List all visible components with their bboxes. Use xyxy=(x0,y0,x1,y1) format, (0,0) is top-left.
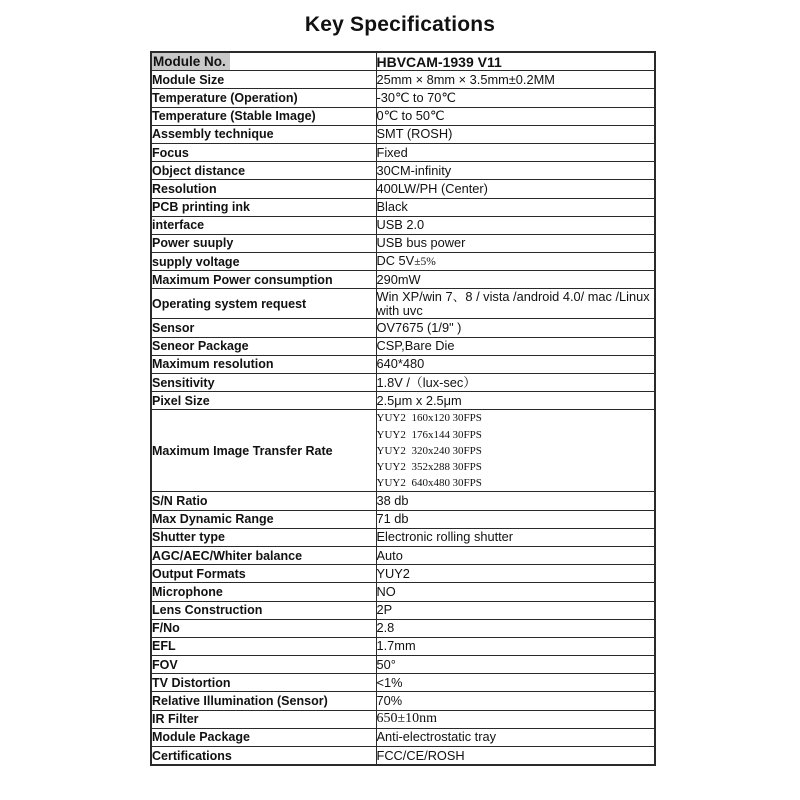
spec-value: 2P xyxy=(376,601,655,619)
table-row xyxy=(151,656,655,674)
value-tolerance: ±5% xyxy=(414,256,436,269)
spec-value: FCC/CE/ROSH xyxy=(376,747,655,766)
spec-label: EFL xyxy=(151,637,376,655)
spec-value: Anti-electrostatic tray xyxy=(376,728,655,746)
spec-label: interface xyxy=(151,216,376,234)
table-row xyxy=(151,355,655,373)
table-row xyxy=(151,125,655,143)
spec-label: PCB printing ink xyxy=(151,198,376,216)
table-row-transfer-rate xyxy=(151,410,655,492)
spec-label: Lens Construction xyxy=(151,601,376,619)
spec-value: 70% xyxy=(376,692,655,710)
spec-value: 30CM-infinity xyxy=(376,162,655,180)
spec-label: IR Filter xyxy=(151,710,376,728)
table-row xyxy=(151,601,655,619)
table-row xyxy=(151,674,655,692)
spec-value: Electronic rolling shutter xyxy=(376,528,655,546)
spec-value: -30℃ to 70℃ xyxy=(376,89,655,107)
table-row xyxy=(151,510,655,528)
table-row xyxy=(151,162,655,180)
spec-label: Certifications xyxy=(151,747,376,766)
spec-label: S/N Ratio xyxy=(151,492,376,510)
spec-label: TV Distortion xyxy=(151,674,376,692)
spec-value: OV7675 (1/9" ) xyxy=(376,319,655,337)
spec-value: 2.5μm x 2.5μm xyxy=(376,392,655,410)
table-row-operating-system xyxy=(151,289,655,319)
spec-value: 1.8V /（lux-sec） xyxy=(376,374,655,392)
spec-value: Win XP/win 7、8 / vista /android 4.0/ mac /Linux with uvc xyxy=(376,289,655,319)
table-row xyxy=(151,89,655,107)
specifications-table xyxy=(150,51,656,766)
table-row xyxy=(151,637,655,655)
spec-value: YUY2 xyxy=(376,565,655,583)
transfer-rate-line: YUY2 160x120 30FPS xyxy=(376,412,482,425)
spec-label: Operating system request xyxy=(151,289,376,319)
spec-value-module-no: HBVCAM-1939 V11 xyxy=(376,52,655,71)
spec-label: Pixel Size xyxy=(151,392,376,410)
table-row-module-no xyxy=(151,52,655,71)
spec-label: Maximum resolution xyxy=(151,355,376,373)
spec-label: Shutter type xyxy=(151,528,376,546)
spec-label: Max Dynamic Range xyxy=(151,510,376,528)
spec-label: Sensor xyxy=(151,319,376,337)
table-row xyxy=(151,747,655,766)
table-row xyxy=(151,234,655,252)
spec-value: SMT (ROSH) xyxy=(376,125,655,143)
spec-label: Maximum Power consumption xyxy=(151,271,376,289)
spec-value: 650±10nm xyxy=(376,710,655,728)
spec-label: FOV xyxy=(151,656,376,674)
table-row xyxy=(151,728,655,746)
table-row-supply-voltage xyxy=(151,253,655,271)
table-row xyxy=(151,337,655,355)
spec-label: Object distance xyxy=(151,162,376,180)
spec-value: 38 db xyxy=(376,492,655,510)
spec-label: Output Formats xyxy=(151,565,376,583)
spec-label: AGC/AEC/Whiter balance xyxy=(151,546,376,564)
table-row xyxy=(151,583,655,601)
table-row xyxy=(151,319,655,337)
spec-label: Power suuply xyxy=(151,234,376,252)
table-row xyxy=(151,619,655,637)
spec-value: Fixed xyxy=(376,143,655,161)
spec-label: Focus xyxy=(151,143,376,161)
table-row xyxy=(151,492,655,510)
spec-label: Module Size xyxy=(151,71,376,89)
transfer-rate-line: YUY2 640x480 30FPS xyxy=(376,477,482,490)
spec-label: Module Package xyxy=(151,728,376,746)
table-row xyxy=(151,198,655,216)
spec-value: 640*480 xyxy=(376,355,655,373)
spec-value: 290mW xyxy=(376,271,655,289)
highlighted-label-text: Module No. xyxy=(152,53,230,70)
spec-value-transfer-rate xyxy=(376,410,655,492)
spec-label: supply voltage xyxy=(151,253,376,271)
spec-value: 0℃ to 50℃ xyxy=(376,107,655,125)
table-row xyxy=(151,71,655,89)
spec-value: CSP,Bare Die xyxy=(376,337,655,355)
spec-value xyxy=(376,253,655,271)
spec-value: 400LW/PH (Center) xyxy=(376,180,655,198)
table-row xyxy=(151,180,655,198)
table-row xyxy=(151,216,655,234)
spec-label: Temperature (Operation) xyxy=(151,89,376,107)
spec-label: Microphone xyxy=(151,583,376,601)
table-row xyxy=(151,392,655,410)
spec-value: NO xyxy=(376,583,655,601)
spec-value: 1.7mm xyxy=(376,637,655,655)
spec-value: 25mm × 8mm × 3.5mm±0.2MM xyxy=(376,71,655,89)
page-title: Key Specifications xyxy=(304,13,496,36)
spec-value: Auto xyxy=(376,546,655,564)
spec-label-module-no xyxy=(151,52,376,71)
transfer-rate-line: YUY2 352x288 30FPS xyxy=(376,460,482,473)
spec-label: Seneor Package xyxy=(151,337,376,355)
table-row xyxy=(151,546,655,564)
table-row-ir-filter xyxy=(151,710,655,728)
table-row xyxy=(151,374,655,392)
spec-label: Resolution xyxy=(151,180,376,198)
spec-label: Assembly technique xyxy=(151,125,376,143)
spec-label: Sensitivity xyxy=(151,374,376,392)
transfer-rate-line: YUY2 320x240 30FPS xyxy=(376,444,482,457)
table-row xyxy=(151,143,655,161)
spec-value: 71 db xyxy=(376,510,655,528)
table-row xyxy=(151,271,655,289)
transfer-rate-line: YUY2 176x144 30FPS xyxy=(376,428,482,441)
spec-value: USB bus power xyxy=(376,234,655,252)
spec-value: 50° xyxy=(376,656,655,674)
table-row xyxy=(151,107,655,125)
table-row xyxy=(151,692,655,710)
spec-label: F/No xyxy=(151,619,376,637)
spec-label: Relative Illumination (Sensor) xyxy=(151,692,376,710)
table-row xyxy=(151,528,655,546)
spec-value: USB 2.0 xyxy=(376,216,655,234)
spec-label: Maximum Image Transfer Rate xyxy=(151,410,376,492)
table-row xyxy=(151,565,655,583)
value-main: DC 5V xyxy=(376,253,415,269)
spec-value: <1% xyxy=(376,674,655,692)
spec-value: Black xyxy=(376,198,655,216)
spec-value: 2.8 xyxy=(376,619,655,637)
spec-label: Temperature (Stable Image) xyxy=(151,107,376,125)
